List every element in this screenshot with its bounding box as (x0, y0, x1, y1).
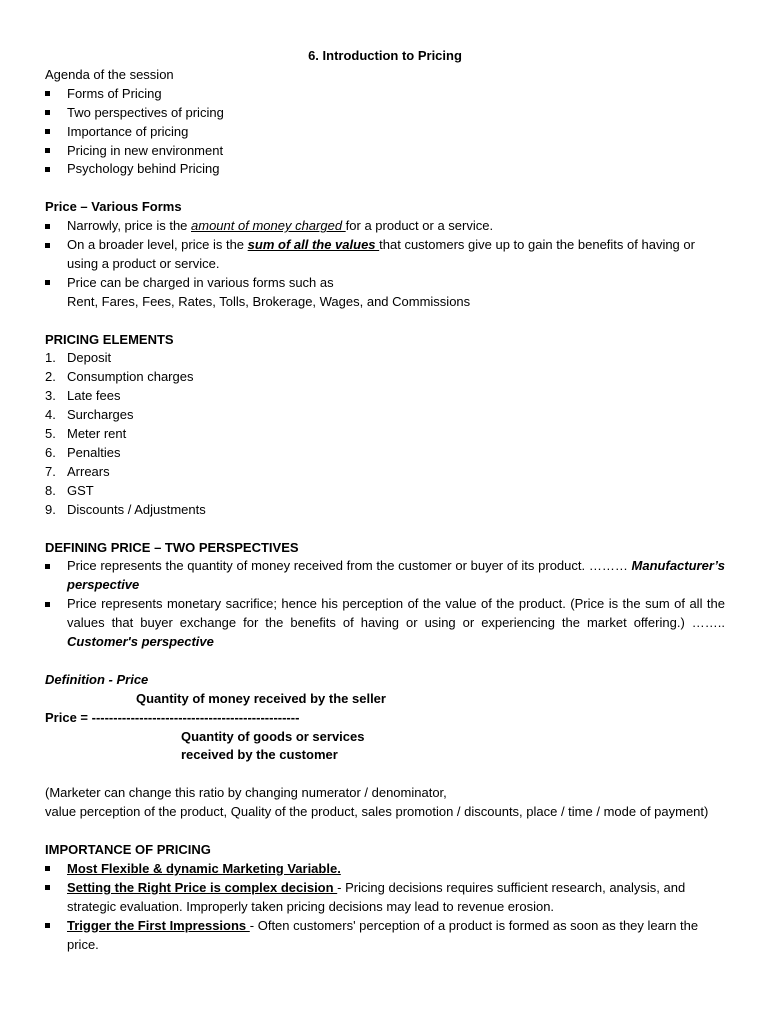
perspective-label: Customer's perspective (67, 634, 214, 650)
list-label: Discounts / Adjustments (67, 501, 206, 517)
list-item (45, 406, 725, 425)
forms-item (45, 217, 725, 236)
agenda-item: Psychology behind Pricing (45, 160, 725, 179)
forms-b3-line2: Rent, Fares, Fees, Rates, Tolls, Brokerage, Wages, and Commissions (67, 293, 471, 309)
importance-list (45, 860, 725, 955)
list-number: 8. (45, 482, 56, 498)
forms-b2-pre: On a broader level, price is the (67, 237, 248, 253)
list-item (45, 444, 725, 463)
perspectives-list (45, 557, 725, 652)
list-label: Deposit (67, 350, 112, 366)
perspective-item (45, 595, 725, 652)
importance-item-text: - Pricing decisions requires sufficient research, analysis, and strategic evaluation. Improperly taken pricing decisions may lead to revenue erosion. (67, 879, 686, 914)
importance-item-head: Most Flexible & dynamic Marketing Variable. (67, 860, 341, 876)
agenda-list (45, 85, 725, 180)
forms-b2-emphasis: sum of all the values (247, 237, 380, 253)
importance-item-head: Setting the Right Price is complex decision (67, 879, 338, 895)
forms-b1-emphasis: amount of money charged (191, 218, 346, 234)
definition-heading: Definition - Price (45, 671, 149, 687)
perspective-text: Price represents the quantity of money received from the customer or buyer of its product. ……… (67, 558, 628, 574)
perspectives-heading: DEFINING PRICE – TWO PERSPECTIVES (45, 539, 299, 555)
list-number: 6. (45, 445, 56, 460)
definition-price-line: Price = ------------------------------------------------ (45, 709, 300, 725)
document-page (45, 47, 725, 954)
list-label: Late fees (67, 388, 121, 404)
definition-note-1: (Marketer can change this ratio by changing numerator / denominator, (45, 785, 447, 801)
list-label: Meter rent (67, 426, 127, 442)
list-item (45, 349, 725, 368)
agenda-heading: Agenda of the session (45, 66, 174, 82)
forms-item (45, 236, 725, 274)
perspective-label: Manufacturer’s perspective (67, 558, 725, 593)
importance-item (45, 860, 725, 879)
list-number: 4. (45, 407, 56, 423)
importance-heading: IMPORTANCE OF PRICING (45, 841, 211, 857)
agenda-item: Pricing in new environment (45, 142, 725, 161)
importance-item (45, 879, 725, 917)
importance-item (45, 917, 725, 955)
list-item (45, 482, 725, 501)
page-title: 6. Introduction to Pricing (308, 48, 462, 63)
forms-b1-pre: Narrowly, price is the (67, 218, 192, 234)
list-label: Surcharges (67, 407, 134, 423)
agenda-item: Two perspectives of pricing (45, 104, 725, 123)
perspective-item (45, 557, 725, 595)
list-item (45, 501, 725, 520)
list-number: 9. (45, 501, 56, 517)
list-label: Arrears (67, 463, 110, 479)
agenda-item: Importance of pricing (45, 123, 725, 142)
list-label: Penalties (67, 445, 121, 460)
definition-denominator-1: Quantity of goods or services (181, 728, 365, 744)
importance-item-head: Trigger the First Impressions (67, 917, 250, 933)
forms-b2-post: that customers give up to gain the benefits of having or using a product or service. (67, 237, 695, 271)
definition-numerator: Quantity of money received by the seller (136, 690, 386, 706)
elements-heading: PRICING ELEMENTS (45, 331, 174, 347)
list-number: 3. (45, 388, 56, 404)
forms-list (45, 217, 725, 312)
list-label: GST (67, 482, 94, 498)
list-item (45, 425, 725, 444)
definition-denominator-2: received by the customer (181, 747, 338, 763)
list-number: 5. (45, 426, 56, 442)
forms-b3-line1: Price can be charged in various forms such as (67, 274, 334, 290)
elements-list (45, 349, 725, 519)
agenda-item: Forms of Pricing (45, 85, 725, 104)
perspective-text: Price represents monetary sacrifice; hence his perception of the value of the product. (Price is the sum of all the values that buyer exchange for the benefits of having or using or experiencing the market offering.) …….. (67, 596, 725, 631)
list-item (45, 387, 725, 406)
forms-item (45, 274, 725, 312)
list-number: 7. (45, 463, 56, 479)
list-label: Consumption charges (67, 369, 194, 385)
forms-heading: Price – Various Forms (45, 199, 182, 215)
list-number: 1. (45, 350, 56, 366)
importance-item-text: - Often customers' perception of a product is formed as soon as they learn the price. (67, 917, 699, 952)
list-number: 2. (45, 369, 56, 385)
list-item (45, 463, 725, 482)
definition-note-2: value perception of the product, Quality of the product, sales promotion / discounts, place / time / mode of payment) (45, 804, 709, 820)
forms-b1-post: for a product or a service. (345, 218, 494, 234)
list-item (45, 368, 725, 387)
